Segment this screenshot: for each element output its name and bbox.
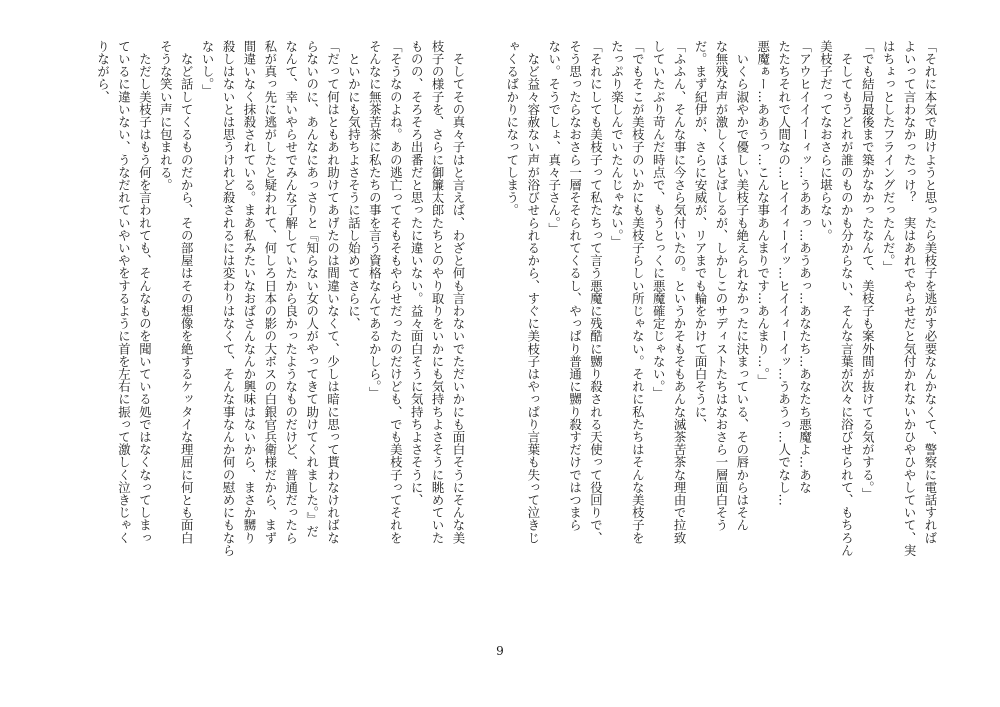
- text-line: していたぶり苛んだ時点で、もうとっくに悪魔確定じゃない。」: [651, 40, 667, 400]
- text-line: 「でも結局最後まで築かなかったなんて、美枝子も案外間が抜けてる気がする。」: [860, 40, 876, 500]
- text-line: 「それに本気で助けようと思ったら美枝子を逃がす必要なんかなくて、警察に電話すれば: [923, 40, 938, 544]
- text-line: といかにも気持ちよさそうに話し始めてさらに、: [346, 40, 362, 330]
- text-block-left: [48, 40, 468, 600]
- text-line: 悪魔ぁー…ああうっ…こんな事あんまりです…あんまり…。」: [755, 40, 771, 387]
- text-line: そうな笑い声に包まれる。: [158, 40, 174, 192]
- text-line: はちょっとしたフライングだったんだ。」: [881, 40, 897, 274]
- text-line: たたちそれで人間なの…ヒイイィーイッ…ヒイイィーイッ…うあうっ…人でなし…: [776, 40, 792, 507]
- text-line: 「でもそこが美枝子のいかにも美枝子らしい所じゃない。それに私たちはそんな美枝子を: [630, 40, 646, 544]
- text-line: 私が真っ先に逃がしたと疑われて、何しろ日本の影の大ボスの白銀官兵衛様だから、まず: [262, 40, 278, 544]
- text-line: たっぷり楽しんでいたんじゃない。」: [609, 40, 625, 248]
- text-line: いくら淑やかで優しい美枝子も絶えられなかったに決まっている、その唇からはそん: [734, 40, 750, 532]
- text-block-right: [504, 40, 940, 600]
- text-line: りながら、: [95, 40, 111, 103]
- text-line: よいって言わなかったっけ？ 実はあれでやらせだと気付かれないかひやひやしていて、実: [902, 40, 918, 557]
- text-line: ゃくるばかりになってしまう。: [504, 40, 520, 217]
- text-line: 「それにしても美枝子って私たちって言う悪魔に残酷に嬲り殺される天使って役回りで、: [588, 40, 604, 544]
- text-line: ただし美枝子はもう何を言われても、そんなものを聞いている処ではなくなってしまっ: [137, 40, 153, 544]
- text-line: ない。そうでしょ、真々子さん。」: [546, 40, 562, 236]
- text-line: な無残な声が激しくほとばしるが、しかしこのサディストたちはなおさら一層面白そう: [713, 40, 729, 532]
- text-line: ているに違いない、うなだれていやいやをするように首を左右に振って激しく泣きじゃく: [116, 40, 132, 544]
- text-line: そう思ったらなおさら一層そそられてくるし、やっぱり普通に嬲り殺すだけではつまら: [567, 40, 583, 532]
- text-line: らないのに、あんなにあっさりと『知らない女の人がやってきて助けてくれました。』だ: [304, 40, 320, 538]
- text-line: 美枝子だってなおさらに堪らない。: [818, 40, 834, 242]
- text-line: 「アウヒイイイーィッ…うああっ…あうあっ…あなたち…あなたち悪魔よ…あな: [797, 40, 813, 494]
- text-line: など益々容赦ない声が浴びせられるから、すぐに美枝子はやっぱり言葉も失って泣きじ: [525, 40, 541, 544]
- text-line: ものの、そろそろ出番だと思ったに違いない。益々面白そうに気持ちよさそうに、: [409, 40, 425, 507]
- text-line: そしてもうどれが誰のものかも分からない、そんな言葉が次々に浴びせられて、もちろん: [839, 40, 855, 557]
- text-line: だ。まず紀伊が、さらに安威が、リアまでも輪をかけて面白そうに、: [693, 40, 709, 431]
- text-line: ないし。」: [200, 40, 216, 97]
- text-line: 「だって何はともあれ助けてあげたのは間違いなくて、少しは暗に思って貰わなければな: [325, 40, 341, 544]
- text-line: なんて、幸いやらせでみんな了解していたから良かったようなものだけど、普通だったら: [283, 40, 299, 544]
- text-line: 「そうなのよね。あの逃亡ってそもそもやらせだったのだけども、でも美枝子ってそれを: [388, 40, 404, 544]
- page-number: 9: [496, 644, 504, 658]
- text-line: そしてその真々子はと言えば、わざと何も言わないでただいかにも面白そうにそんな美: [451, 40, 466, 544]
- text-line: そんなに無茶苦茶に私たちの事を言う資格なんてあるかしら。」: [367, 40, 383, 400]
- text-line: 殺しはないとは思うけれど殺されるには変わりはなくて、そんな事なんか何の慰めにもなら: [221, 40, 237, 557]
- text-line: 枝子の様子を、さらに御簾太郎たちとのやり取りをいかにも気持ちよさそうに眺めていた: [430, 40, 446, 544]
- text-line: 「ふふん、そんな事に今さら気付いたの。というかそもそもあんな滅茶苦茶な理由で拉致: [672, 40, 688, 544]
- text-line: など話してくるものだから、その部屋はその想像を絶するケッタイな理屈に何とも面白: [179, 40, 195, 544]
- text-line: 間違いなく抹殺されている。まあ私みたいなおばさんなんか興味はないから、まさか嬲り: [241, 40, 257, 544]
